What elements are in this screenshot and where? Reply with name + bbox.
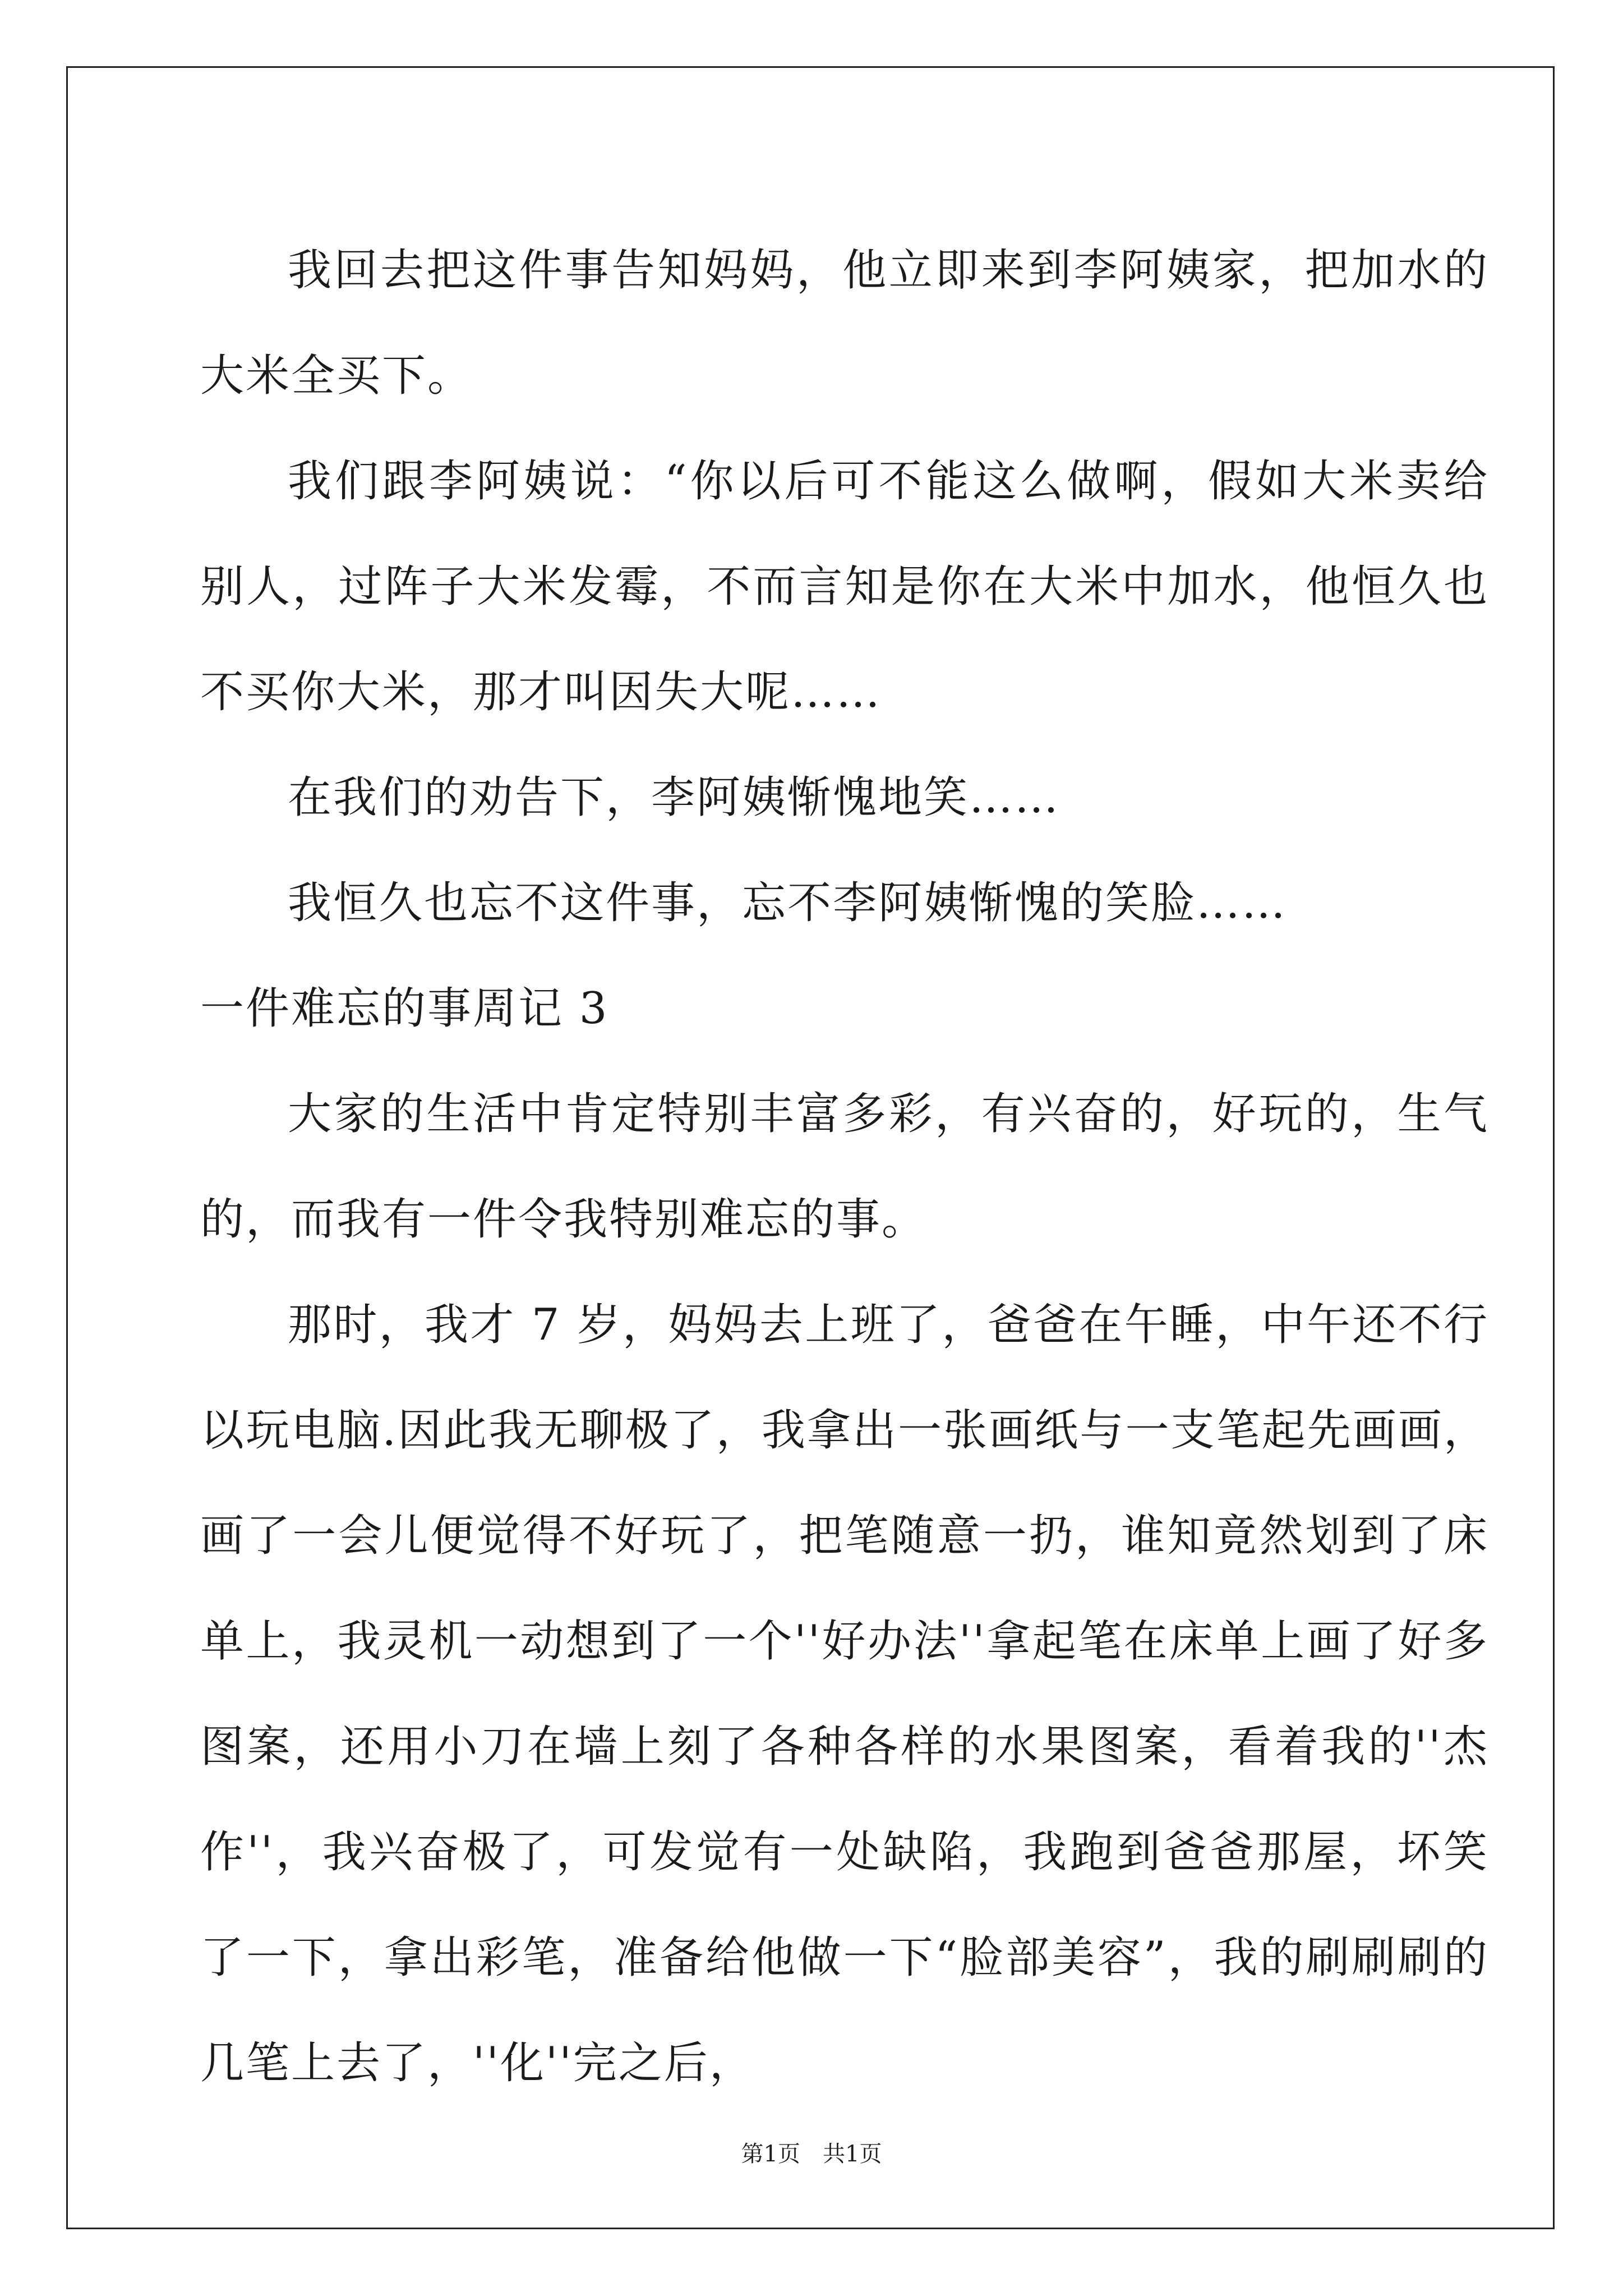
paragraph: 那时，我才 7 岁，妈妈去上班了，爸爸在午睡，中午还不行以玩电脑.因此我无聊极了，我拿出一张画纸与一支笔起先画画，画了一会儿便觉得不好玩了，把笔随意一扔，谁知竟然划到了床单上，我灵机一动想到了一个''好办法''拿起笔在床单上画了好多图案，还用小刀在墙上刻了各种各样的水果图案，看着我的''杰作''，我兴奋极了，可发觉有一处缺陷，我跑到爸爸那屋，坏笑了一下，拿出彩笔，准备给他做一下“脸部美容”，我的刷刷刷的几笔上去了，''化''完之后，: [200, 1300, 1489, 2088]
paragraph: 大家的生活中肯定特别丰富多彩，有兴奋的，好玩的，生气的，而我有一件令我特别难忘的事。: [200, 1089, 1489, 1245]
paragraph: 我恒久也忘不这件事，忘不李阿姨惭愧的笑脸……: [288, 878, 1288, 928]
paragraph: 我们跟李阿姨说：“你以后可不能这么做啊，假如大米卖给别人，过阵子大米发霉，不而言知是你在大米中加水，他恒久也不买你大米，那才叫因失大呢……: [200, 456, 1489, 717]
document-body: [200, 218, 1489, 2116]
paragraph: 在我们的劝告下，李阿姨惭愧地笑……: [288, 772, 1061, 823]
paragraph: 我回去把这件事告知妈妈，他立即来到李阿姨家，把加水的大米全买下。: [200, 245, 1489, 401]
page-footer: 第1页 共1页: [741, 2141, 882, 2167]
section-title: 一件难忘的事周记 3: [200, 983, 609, 1034]
